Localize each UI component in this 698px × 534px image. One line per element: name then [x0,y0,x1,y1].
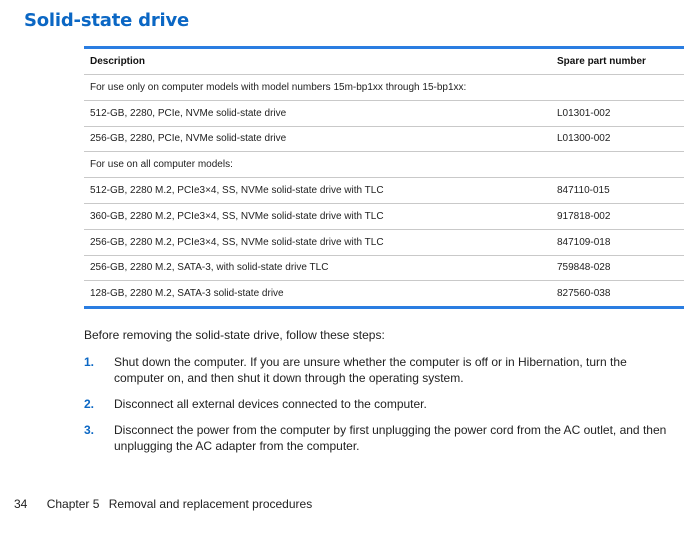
row-part-number: 827560-038 [557,288,611,300]
row-description: For use only on computer models with model numbers 15m-bp1xx through 15-bp1xx: [84,75,551,101]
page-footer [14,497,318,511]
row-description: For use on all computer models: [84,152,551,178]
row-part-number: 847110-015 [551,178,684,204]
step-item [84,396,674,412]
step-number: 2. [84,397,95,411]
table-header-row [84,49,684,75]
row-part-number: L01300-002 [551,126,684,152]
row-description: 512-GB, 2280 M.2, PCIe3×4, SS, NVMe solid-state drive with TLC [84,178,551,204]
step-text: Disconnect the power from the computer by first unplugging the power cord from the AC outlet, and then unplugging the AC adapter from the computer. [114,423,667,453]
row-description: 360-GB, 2280 M.2, PCIe3×4, SS, NVMe solid-state drive with TLC [84,203,551,229]
step-number: 1. [84,355,95,369]
table-row [84,100,684,126]
row-part-number: 759848-028 [551,255,684,281]
row-part-number [551,75,684,101]
table-row [84,126,684,152]
row-description: 256-GB, 2280 M.2, SATA-3, with solid-state drive TLC [84,255,551,281]
table-row [84,229,684,255]
row-part-number: 917818-002 [551,203,684,229]
table-row [84,255,684,281]
column-header-description: Description [84,49,551,75]
page-title: Solid-state drive [24,10,190,31]
column-header-part-number: Spare part number [551,49,684,75]
row-part-number [551,152,684,178]
row-part-number: L01301-002 [551,100,684,126]
chapter-title: Removal and replacement procedures [108,497,313,511]
row-description: 128-GB, 2280 M.2, SATA-3 solid-state drive [90,288,284,300]
table-row [84,281,684,306]
row-description: 256-GB, 2280 M.2, PCIe3×4, SS, NVMe solid-state drive with TLC [84,229,551,255]
steps-list [84,354,674,464]
step-text: Disconnect all external devices connected to the computer. [114,397,427,411]
step-number: 3. [84,423,95,437]
table-row [84,75,684,101]
chapter-label: Chapter 5 [46,497,100,511]
table-row [84,178,684,204]
row-description: 512-GB, 2280, PCIe, NVMe solid-state drive [84,100,551,126]
intro-text: Before removing the solid-state drive, follow these steps: [84,328,385,342]
table-row [84,152,684,178]
row-part-number: 847109-018 [551,229,684,255]
page-number: 34 [14,497,28,511]
step-text: Shut down the computer. If you are unsure whether the computer is off or in Hibernation, turn the computer on, and then shut it down through the operating system. [114,355,627,385]
step-item [84,422,674,454]
row-description: 256-GB, 2280, PCIe, NVMe solid-state drive [84,126,551,152]
step-item [84,354,674,386]
table-bottom-rule [84,306,684,309]
table-row [84,203,684,229]
spare-parts-table [84,46,684,309]
